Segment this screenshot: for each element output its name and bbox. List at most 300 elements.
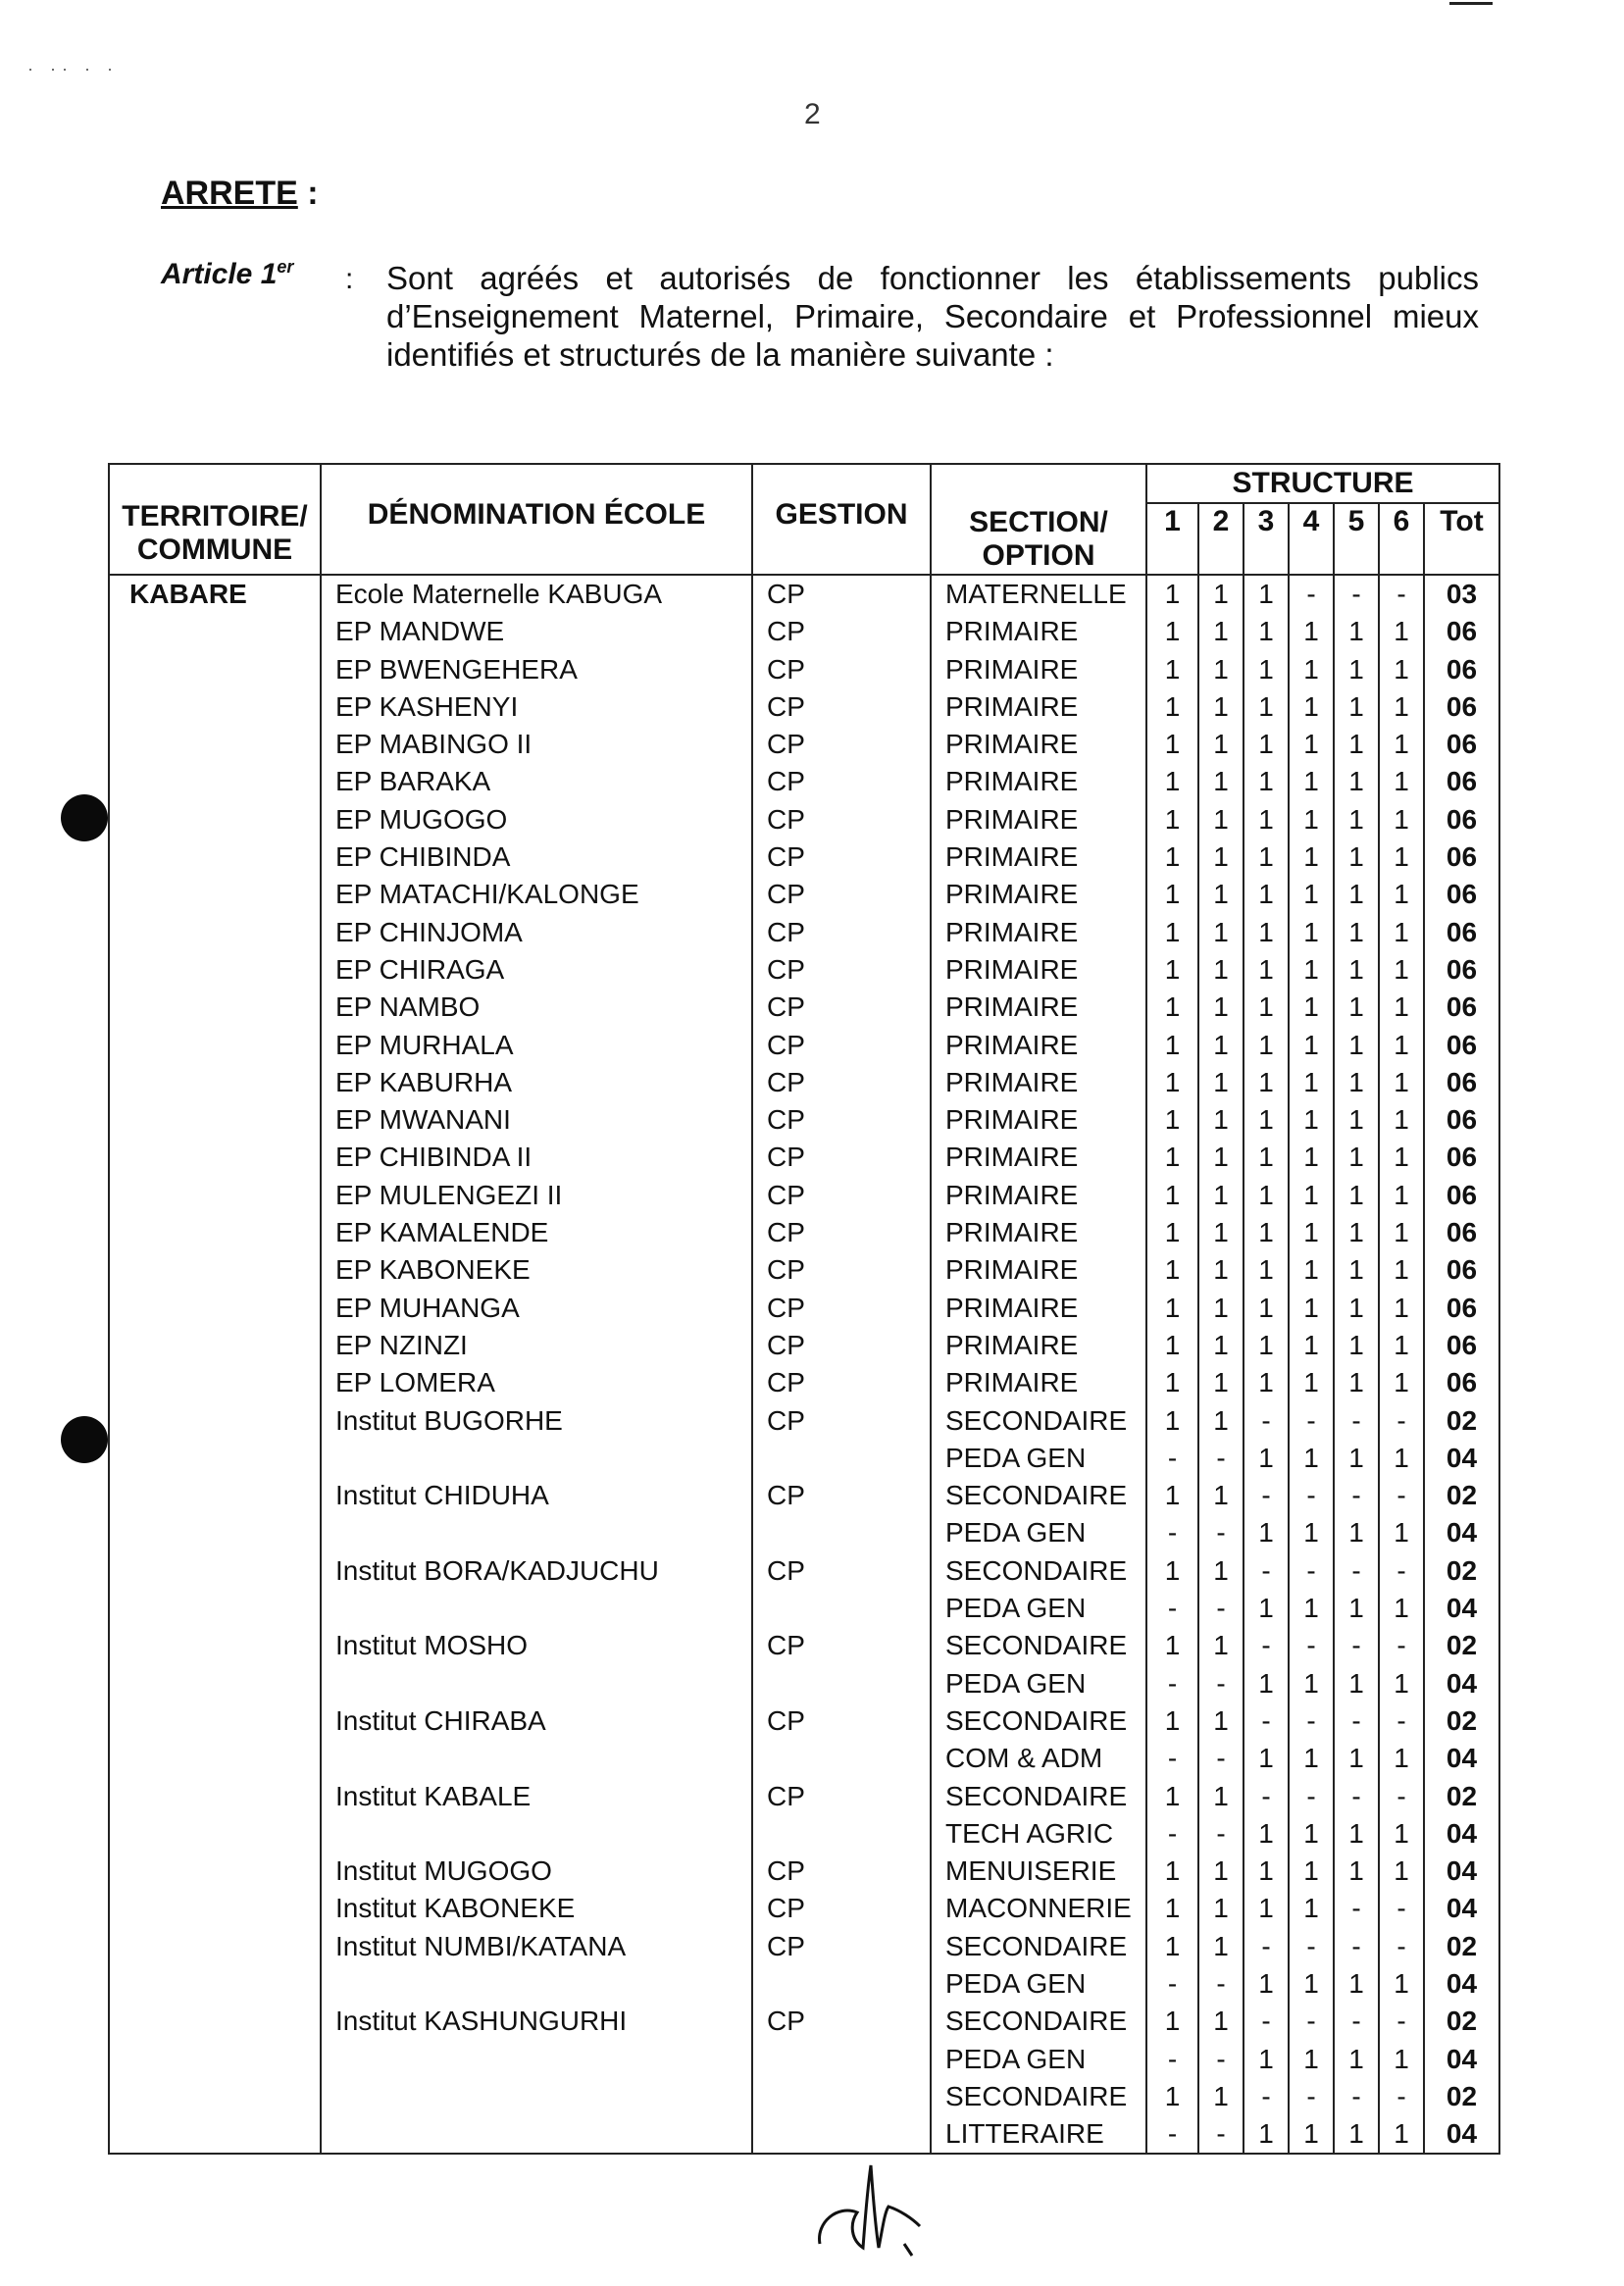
section-cell: SECONDAIRE bbox=[931, 1928, 1146, 1965]
gestion-cell bbox=[752, 1590, 931, 1627]
gestion-cell: CP bbox=[752, 1627, 931, 1664]
ecole-cell: EP MANDWE bbox=[321, 613, 752, 650]
ecole-cell: EP MUHANGA bbox=[321, 1290, 752, 1327]
table-row bbox=[109, 1853, 1499, 1890]
ecole-cell: EP CHINJOMA bbox=[321, 914, 752, 951]
table-row bbox=[109, 688, 1499, 726]
level-2-cell: - bbox=[1198, 1514, 1243, 1551]
level-1-cell: 1 bbox=[1146, 914, 1198, 951]
section-cell: PEDA GEN bbox=[931, 1514, 1146, 1551]
gestion-cell bbox=[752, 1440, 931, 1477]
header-level-3: 3 bbox=[1243, 503, 1289, 575]
ecole-cell: EP BWENGEHERA bbox=[321, 651, 752, 688]
table-row bbox=[109, 1590, 1499, 1627]
level-5-cell: 1 bbox=[1334, 838, 1379, 876]
level-4-cell: 1 bbox=[1289, 1327, 1334, 1364]
gestion-cell bbox=[752, 1514, 931, 1551]
page-number: 2 bbox=[804, 98, 821, 130]
level-2-cell: - bbox=[1198, 1965, 1243, 2003]
ecole-cell bbox=[321, 1440, 752, 1477]
level-3-cell: - bbox=[1243, 1477, 1289, 1514]
level-6-cell: 1 bbox=[1379, 989, 1424, 1026]
table-row bbox=[109, 1177, 1499, 1214]
ecole-cell: EP CHIBINDA bbox=[321, 838, 752, 876]
level-1-cell: 1 bbox=[1146, 575, 1198, 613]
level-4-cell: 1 bbox=[1289, 1290, 1334, 1327]
level-3-cell: 1 bbox=[1243, 1251, 1289, 1289]
level-4-cell: 1 bbox=[1289, 688, 1334, 726]
level-6-cell: - bbox=[1379, 1702, 1424, 1740]
table-row bbox=[109, 763, 1499, 800]
section-cell: PRIMAIRE bbox=[931, 1027, 1146, 1064]
level-3-cell: - bbox=[1243, 1778, 1289, 1815]
tot-cell: 06 bbox=[1424, 1251, 1499, 1289]
level-4-cell: 1 bbox=[1289, 1139, 1334, 1176]
level-4-cell: 1 bbox=[1289, 613, 1334, 650]
section-cell: PRIMAIRE bbox=[931, 1364, 1146, 1401]
territoire-cell bbox=[109, 1778, 321, 1815]
level-3-cell: 1 bbox=[1243, 1139, 1289, 1176]
level-6-cell: 1 bbox=[1379, 2041, 1424, 2078]
level-6-cell: 1 bbox=[1379, 1440, 1424, 1477]
level-6-cell: 1 bbox=[1379, 2115, 1424, 2154]
tot-cell: 06 bbox=[1424, 726, 1499, 763]
header-territoire: TERRITOIRE/ COMMUNE bbox=[109, 464, 321, 575]
section-cell: SECONDAIRE bbox=[931, 1477, 1146, 1514]
section-cell: PRIMAIRE bbox=[931, 951, 1146, 989]
level-2-cell: 1 bbox=[1198, 1928, 1243, 1965]
section-cell: PRIMAIRE bbox=[931, 989, 1146, 1026]
table-row bbox=[109, 1290, 1499, 1327]
level-5-cell: 1 bbox=[1334, 1139, 1379, 1176]
level-4-cell: 1 bbox=[1289, 1364, 1334, 1401]
tot-cell: 04 bbox=[1424, 1514, 1499, 1551]
table-row bbox=[109, 1402, 1499, 1440]
territoire-cell bbox=[109, 688, 321, 726]
level-2-cell: 1 bbox=[1198, 1402, 1243, 1440]
level-1-cell: 1 bbox=[1146, 1177, 1198, 1214]
tot-cell: 06 bbox=[1424, 1290, 1499, 1327]
ecole-cell: EP NAMBO bbox=[321, 989, 752, 1026]
ecole-cell: EP KABURHA bbox=[321, 1064, 752, 1101]
level-3-cell: - bbox=[1243, 1702, 1289, 1740]
section-cell: PRIMAIRE bbox=[931, 914, 1146, 951]
level-6-cell: 1 bbox=[1379, 838, 1424, 876]
level-4-cell: 1 bbox=[1289, 1064, 1334, 1101]
gestion-cell: CP bbox=[752, 613, 931, 650]
level-5-cell: 1 bbox=[1334, 688, 1379, 726]
table-row bbox=[109, 1064, 1499, 1101]
table-row bbox=[109, 1740, 1499, 1777]
tot-cell: 04 bbox=[1424, 1853, 1499, 1890]
territoire-cell bbox=[109, 1965, 321, 2003]
territoire-cell bbox=[109, 1552, 321, 1590]
territoire-cell bbox=[109, 1853, 321, 1890]
ecole-cell: EP KABONEKE bbox=[321, 1251, 752, 1289]
level-3-cell: 1 bbox=[1243, 1027, 1289, 1064]
gestion-cell: CP bbox=[752, 688, 931, 726]
territoire-cell bbox=[109, 1139, 321, 1176]
territoire-cell bbox=[109, 1402, 321, 1440]
level-6-cell: - bbox=[1379, 575, 1424, 613]
level-2-cell: 1 bbox=[1198, 1477, 1243, 1514]
gestion-cell: CP bbox=[752, 1327, 931, 1364]
level-4-cell: 1 bbox=[1289, 876, 1334, 913]
gestion-cell: CP bbox=[752, 876, 931, 913]
tot-cell: 06 bbox=[1424, 1027, 1499, 1064]
section-cell: PEDA GEN bbox=[931, 1665, 1146, 1702]
ecole-cell: EP NZINZI bbox=[321, 1327, 752, 1364]
level-5-cell: 1 bbox=[1334, 876, 1379, 913]
territoire-cell bbox=[109, 763, 321, 800]
territoire-cell bbox=[109, 1928, 321, 1965]
gestion-cell: CP bbox=[752, 1101, 931, 1139]
ecole-cell: EP MUGOGO bbox=[321, 801, 752, 838]
tot-cell: 04 bbox=[1424, 2115, 1499, 2154]
ecole-cell: EP MULENGEZI II bbox=[321, 1177, 752, 1214]
level-2-cell: 1 bbox=[1198, 1139, 1243, 1176]
territoire-cell bbox=[109, 1364, 321, 1401]
level-2-cell: 1 bbox=[1198, 575, 1243, 613]
level-4-cell: - bbox=[1289, 1552, 1334, 1590]
level-4-cell: 1 bbox=[1289, 651, 1334, 688]
level-6-cell: 1 bbox=[1379, 613, 1424, 650]
level-1-cell: 1 bbox=[1146, 801, 1198, 838]
gestion-cell: CP bbox=[752, 1214, 931, 1251]
level-1-cell: 1 bbox=[1146, 989, 1198, 1026]
territoire-cell bbox=[109, 1290, 321, 1327]
section-cell: PRIMAIRE bbox=[931, 1251, 1146, 1289]
level-4-cell: - bbox=[1289, 1702, 1334, 1740]
level-5-cell: 1 bbox=[1334, 1965, 1379, 2003]
table-row bbox=[109, 1101, 1499, 1139]
tot-cell: 02 bbox=[1424, 1627, 1499, 1664]
level-1-cell: - bbox=[1146, 1440, 1198, 1477]
ecole-cell: EP MWANANI bbox=[321, 1101, 752, 1139]
table-row bbox=[109, 1778, 1499, 1815]
gestion-cell: CP bbox=[752, 1853, 931, 1890]
territoire-cell bbox=[109, 1890, 321, 1927]
level-2-cell: 1 bbox=[1198, 1702, 1243, 1740]
territoire-cell bbox=[109, 1477, 321, 1514]
level-3-cell: - bbox=[1243, 2078, 1289, 2115]
level-3-cell: 1 bbox=[1243, 838, 1289, 876]
header-structure: STRUCTURE bbox=[1146, 464, 1499, 503]
level-3-cell: 1 bbox=[1243, 1064, 1289, 1101]
level-3-cell: 1 bbox=[1243, 876, 1289, 913]
ecole-cell: Institut MOSHO bbox=[321, 1627, 752, 1664]
level-5-cell: 1 bbox=[1334, 1177, 1379, 1214]
level-6-cell: - bbox=[1379, 1402, 1424, 1440]
level-4-cell: - bbox=[1289, 1627, 1334, 1664]
table-row bbox=[109, 2041, 1499, 2078]
level-3-cell: 1 bbox=[1243, 914, 1289, 951]
section-cell: SECONDAIRE bbox=[931, 1627, 1146, 1664]
section-cell: PRIMAIRE bbox=[931, 763, 1146, 800]
level-1-cell: - bbox=[1146, 2041, 1198, 2078]
level-4-cell: - bbox=[1289, 1477, 1334, 1514]
gestion-cell bbox=[752, 1740, 931, 1777]
level-1-cell: - bbox=[1146, 1965, 1198, 2003]
level-4-cell: 1 bbox=[1289, 2041, 1334, 2078]
level-4-cell: 1 bbox=[1289, 1815, 1334, 1853]
ecole-cell: EP MURHALA bbox=[321, 1027, 752, 1064]
level-2-cell: 1 bbox=[1198, 1364, 1243, 1401]
gestion-cell bbox=[752, 2041, 931, 2078]
level-2-cell: 1 bbox=[1198, 651, 1243, 688]
level-4-cell: - bbox=[1289, 2078, 1334, 2115]
level-6-cell: 1 bbox=[1379, 1740, 1424, 1777]
article-label-text: Article 1 bbox=[161, 258, 278, 290]
level-5-cell: 1 bbox=[1334, 1027, 1379, 1064]
level-2-cell: 1 bbox=[1198, 1890, 1243, 1927]
top-edge-mark bbox=[1449, 2, 1493, 5]
level-6-cell: - bbox=[1379, 1627, 1424, 1664]
level-4-cell: 1 bbox=[1289, 763, 1334, 800]
table-row bbox=[109, 575, 1499, 613]
tot-cell: 06 bbox=[1424, 1214, 1499, 1251]
ecole-cell: EP MABINGO II bbox=[321, 726, 752, 763]
level-6-cell: 1 bbox=[1379, 1101, 1424, 1139]
tot-cell: 02 bbox=[1424, 1928, 1499, 1965]
level-1-cell: 1 bbox=[1146, 1928, 1198, 1965]
level-1-cell: 1 bbox=[1146, 1402, 1198, 1440]
level-6-cell: 1 bbox=[1379, 1665, 1424, 1702]
level-2-cell: 1 bbox=[1198, 2078, 1243, 2115]
level-2-cell: - bbox=[1198, 1665, 1243, 1702]
level-6-cell: 1 bbox=[1379, 1290, 1424, 1327]
ecole-cell: Institut BUGORHE bbox=[321, 1402, 752, 1440]
level-1-cell: 1 bbox=[1146, 1364, 1198, 1401]
ecole-cell bbox=[321, 1590, 752, 1627]
punch-hole-bottom bbox=[61, 1416, 108, 1463]
level-1-cell: 1 bbox=[1146, 1778, 1198, 1815]
level-4-cell: 1 bbox=[1289, 1665, 1334, 1702]
article-text: Sont agréés et autorisés de fonctionner les établissements publics d’Enseignement Maternel, Primaire, Secondaire et Professionnel mieux identifiés et structurés de la manière suivante : bbox=[386, 260, 1479, 373]
level-6-cell: 1 bbox=[1379, 726, 1424, 763]
level-2-cell: 1 bbox=[1198, 1778, 1243, 1815]
level-1-cell: 1 bbox=[1146, 1290, 1198, 1327]
level-6-cell: 1 bbox=[1379, 1364, 1424, 1401]
level-1-cell: 1 bbox=[1146, 838, 1198, 876]
level-3-cell: 1 bbox=[1243, 651, 1289, 688]
level-4-cell: - bbox=[1289, 575, 1334, 613]
table-row bbox=[109, 2078, 1499, 2115]
level-6-cell: 1 bbox=[1379, 1590, 1424, 1627]
level-5-cell: 1 bbox=[1334, 801, 1379, 838]
level-6-cell: - bbox=[1379, 2078, 1424, 2115]
level-6-cell: 1 bbox=[1379, 763, 1424, 800]
table-row bbox=[109, 1027, 1499, 1064]
table-row bbox=[109, 876, 1499, 913]
level-1-cell: - bbox=[1146, 1740, 1198, 1777]
territoire-cell bbox=[109, 1327, 321, 1364]
territoire-cell bbox=[109, 2003, 321, 2040]
level-6-cell: 1 bbox=[1379, 651, 1424, 688]
level-2-cell: 1 bbox=[1198, 1214, 1243, 1251]
level-5-cell: - bbox=[1334, 1627, 1379, 1664]
level-3-cell: 1 bbox=[1243, 1177, 1289, 1214]
ecole-cell bbox=[321, 2078, 752, 2115]
gestion-cell: CP bbox=[752, 763, 931, 800]
section-cell: PRIMAIRE bbox=[931, 1290, 1146, 1327]
gestion-cell: CP bbox=[752, 1364, 931, 1401]
level-1-cell: 1 bbox=[1146, 1064, 1198, 1101]
gestion-cell: CP bbox=[752, 989, 931, 1026]
section-cell: PRIMAIRE bbox=[931, 1064, 1146, 1101]
level-2-cell: 1 bbox=[1198, 914, 1243, 951]
level-5-cell: - bbox=[1334, 2003, 1379, 2040]
school-structure-table bbox=[108, 463, 1500, 2155]
level-5-cell: 1 bbox=[1334, 613, 1379, 650]
table-row bbox=[109, 989, 1499, 1026]
level-4-cell: - bbox=[1289, 2003, 1334, 2040]
section-cell: PRIMAIRE bbox=[931, 838, 1146, 876]
territoire-cell bbox=[109, 651, 321, 688]
level-6-cell: 1 bbox=[1379, 951, 1424, 989]
ecole-cell: Institut CHIDUHA bbox=[321, 1477, 752, 1514]
tot-cell: 06 bbox=[1424, 801, 1499, 838]
table-row bbox=[109, 1890, 1499, 1927]
level-1-cell: 1 bbox=[1146, 876, 1198, 913]
ecole-cell: Institut NUMBI/KATANA bbox=[321, 1928, 752, 1965]
territoire-cell bbox=[109, 613, 321, 650]
gestion-cell bbox=[752, 2115, 931, 2154]
gestion-cell bbox=[752, 1965, 931, 2003]
gestion-cell: CP bbox=[752, 2003, 931, 2040]
level-4-cell: 1 bbox=[1289, 1590, 1334, 1627]
tot-cell: 02 bbox=[1424, 1778, 1499, 1815]
tot-cell: 04 bbox=[1424, 1665, 1499, 1702]
ecole-cell: EP LOMERA bbox=[321, 1364, 752, 1401]
level-2-cell: 1 bbox=[1198, 801, 1243, 838]
level-5-cell: 1 bbox=[1334, 1514, 1379, 1551]
ecole-cell: Institut MUGOGO bbox=[321, 1853, 752, 1890]
table-row bbox=[109, 1364, 1499, 1401]
level-2-cell: - bbox=[1198, 2041, 1243, 2078]
section-cell: SECONDAIRE bbox=[931, 1778, 1146, 1815]
territoire-cell bbox=[109, 838, 321, 876]
level-5-cell: 1 bbox=[1334, 1590, 1379, 1627]
level-6-cell: - bbox=[1379, 1477, 1424, 1514]
level-3-cell: - bbox=[1243, 1627, 1289, 1664]
tot-cell: 06 bbox=[1424, 914, 1499, 951]
level-4-cell: 1 bbox=[1289, 1965, 1334, 2003]
level-4-cell: - bbox=[1289, 1928, 1334, 1965]
gestion-cell: CP bbox=[752, 1290, 931, 1327]
level-5-cell: 1 bbox=[1334, 2041, 1379, 2078]
territoire-cell bbox=[109, 1514, 321, 1551]
level-2-cell: 1 bbox=[1198, 1027, 1243, 1064]
level-3-cell: 1 bbox=[1243, 1364, 1289, 1401]
level-6-cell: 1 bbox=[1379, 1853, 1424, 1890]
section-cell: TECH AGRIC bbox=[931, 1815, 1146, 1853]
article-label bbox=[161, 257, 293, 291]
table-row bbox=[109, 1440, 1499, 1477]
table-body bbox=[109, 575, 1499, 2154]
level-4-cell: 1 bbox=[1289, 1514, 1334, 1551]
territoire-cell bbox=[109, 1177, 321, 1214]
level-4-cell: 1 bbox=[1289, 1177, 1334, 1214]
territoire-cell bbox=[109, 726, 321, 763]
header-level-5: 5 bbox=[1334, 503, 1379, 575]
level-5-cell: 1 bbox=[1334, 763, 1379, 800]
tot-cell: 04 bbox=[1424, 1740, 1499, 1777]
tot-cell: 06 bbox=[1424, 763, 1499, 800]
tot-cell: 03 bbox=[1424, 575, 1499, 613]
section-cell: LITTERAIRE bbox=[931, 2115, 1146, 2154]
level-6-cell: - bbox=[1379, 1928, 1424, 1965]
ecole-cell: EP CHIBINDA II bbox=[321, 1139, 752, 1176]
tot-cell: 06 bbox=[1424, 876, 1499, 913]
tot-cell: 04 bbox=[1424, 1965, 1499, 2003]
level-2-cell: 1 bbox=[1198, 688, 1243, 726]
level-4-cell: 1 bbox=[1289, 989, 1334, 1026]
level-3-cell: 1 bbox=[1243, 1440, 1289, 1477]
level-6-cell: 1 bbox=[1379, 1327, 1424, 1364]
level-3-cell: 1 bbox=[1243, 688, 1289, 726]
gestion-cell: CP bbox=[752, 951, 931, 989]
level-5-cell: 1 bbox=[1334, 951, 1379, 989]
level-3-cell: 1 bbox=[1243, 1815, 1289, 1853]
territoire-cell bbox=[109, 2115, 321, 2154]
level-1-cell: 1 bbox=[1146, 2078, 1198, 2115]
gestion-cell: CP bbox=[752, 575, 931, 613]
table-row bbox=[109, 914, 1499, 951]
section-cell: PEDA GEN bbox=[931, 1965, 1146, 2003]
header-gestion: GESTION bbox=[752, 464, 931, 575]
gestion-cell: CP bbox=[752, 1402, 931, 1440]
ecole-cell: EP MATACHI/KALONGE bbox=[321, 876, 752, 913]
ecole-cell: Institut BORA/KADJUCHU bbox=[321, 1552, 752, 1590]
level-1-cell: 1 bbox=[1146, 726, 1198, 763]
level-4-cell: 1 bbox=[1289, 2115, 1334, 2154]
level-5-cell: 1 bbox=[1334, 1251, 1379, 1289]
section-cell: SECONDAIRE bbox=[931, 2078, 1146, 2115]
ecole-cell: EP CHIRAGA bbox=[321, 951, 752, 989]
section-cell: PRIMAIRE bbox=[931, 801, 1146, 838]
level-1-cell: 1 bbox=[1146, 1027, 1198, 1064]
table-row bbox=[109, 1702, 1499, 1740]
table-row bbox=[109, 1965, 1499, 2003]
level-6-cell: - bbox=[1379, 1890, 1424, 1927]
section-cell: PEDA GEN bbox=[931, 1440, 1146, 1477]
level-1-cell: - bbox=[1146, 1815, 1198, 1853]
tot-cell: 06 bbox=[1424, 951, 1499, 989]
level-3-cell: 1 bbox=[1243, 1327, 1289, 1364]
level-6-cell: - bbox=[1379, 1552, 1424, 1590]
gestion-cell: CP bbox=[752, 1027, 931, 1064]
ecole-cell bbox=[321, 1514, 752, 1551]
level-4-cell: 1 bbox=[1289, 838, 1334, 876]
header-level-6: 6 bbox=[1379, 503, 1424, 575]
level-3-cell: 1 bbox=[1243, 1965, 1289, 2003]
level-6-cell: 1 bbox=[1379, 1177, 1424, 1214]
section-cell: COM & ADM bbox=[931, 1740, 1146, 1777]
level-5-cell: 1 bbox=[1334, 726, 1379, 763]
level-6-cell: - bbox=[1379, 2003, 1424, 2040]
level-3-cell: 1 bbox=[1243, 1740, 1289, 1777]
level-5-cell: 1 bbox=[1334, 2115, 1379, 2154]
section-heading bbox=[161, 175, 319, 213]
ecole-cell: Ecole Maternelle KABUGA bbox=[321, 575, 752, 613]
territoire-cell bbox=[109, 876, 321, 913]
tot-cell: 06 bbox=[1424, 838, 1499, 876]
section-cell: SECONDAIRE bbox=[931, 1552, 1146, 1590]
gestion-cell: CP bbox=[752, 1177, 931, 1214]
tot-cell: 04 bbox=[1424, 1590, 1499, 1627]
level-5-cell: 1 bbox=[1334, 1214, 1379, 1251]
